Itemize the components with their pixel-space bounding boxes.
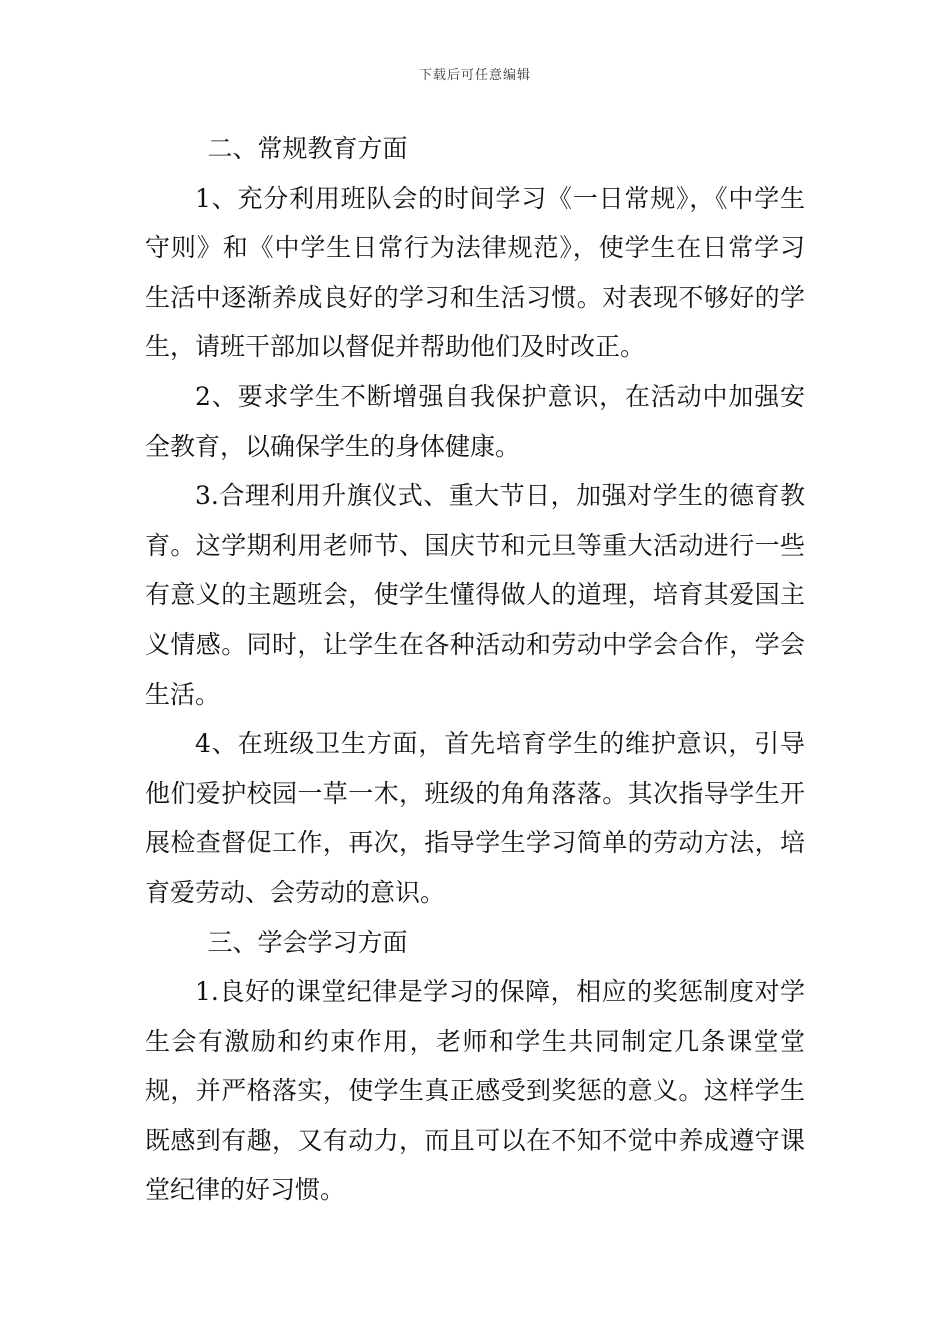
paragraph-learning-1: 1.良好的课堂纪律是学习的保障，相应的奖惩制度对学生会有激励和约束作用，老师和学生共同制定几条课堂堂规，并严格落实，使学生真正感受到奖惩的意义。这样学生既感到有趣，又有动力，而且可以在不知不觉中养成遵守课堂纪律的好习惯。 — [145, 977, 805, 1205]
section-heading-routine-education: 二、常规教育方面 — [207, 134, 408, 163]
section-heading-learning: 三、学会学习方面 — [207, 927, 408, 957]
paragraph-routine-3: 3.合理利用升旗仪式、重大节日，加强对学生的德育教育。这学期利用老师节、国庆节和元旦等重大活动进行一些有意义的主题班会，使学生懂得做人的道理，培育其爱国主义情感。同时，让学生在各种活动和劳动中学会合作，学会生活。 — [145, 481, 805, 709]
header-note: 下载后可任意编辑 — [418, 68, 531, 83]
paragraph-routine-2: 2、要求学生不断增强自我保护意识，在活动中加强安全教育，以确保学生的身体健康。 — [145, 381, 805, 461]
paragraph-routine-4: 4、在班级卫生方面，首先培育学生的维护意识，引导他们爱护校园一草一木，班级的角角落落。其次指导学生开展检查督促工作，再次，指导学生学习简单的劳动方法，培育爱劳动、会劳动的意识。 — [145, 729, 805, 907]
paragraph-routine-1: 1、充分利用班队会的时间学习《一日常规》，《中学生守则》和《中学生日常行为法律规范》，使学生在日常学习生活中逐渐养成良好的学习和生活习惯。对表现不够好的学生，请班干部加以督促并帮助他们及时改正。 — [145, 183, 805, 362]
document-body — [145, 124, 805, 1215]
